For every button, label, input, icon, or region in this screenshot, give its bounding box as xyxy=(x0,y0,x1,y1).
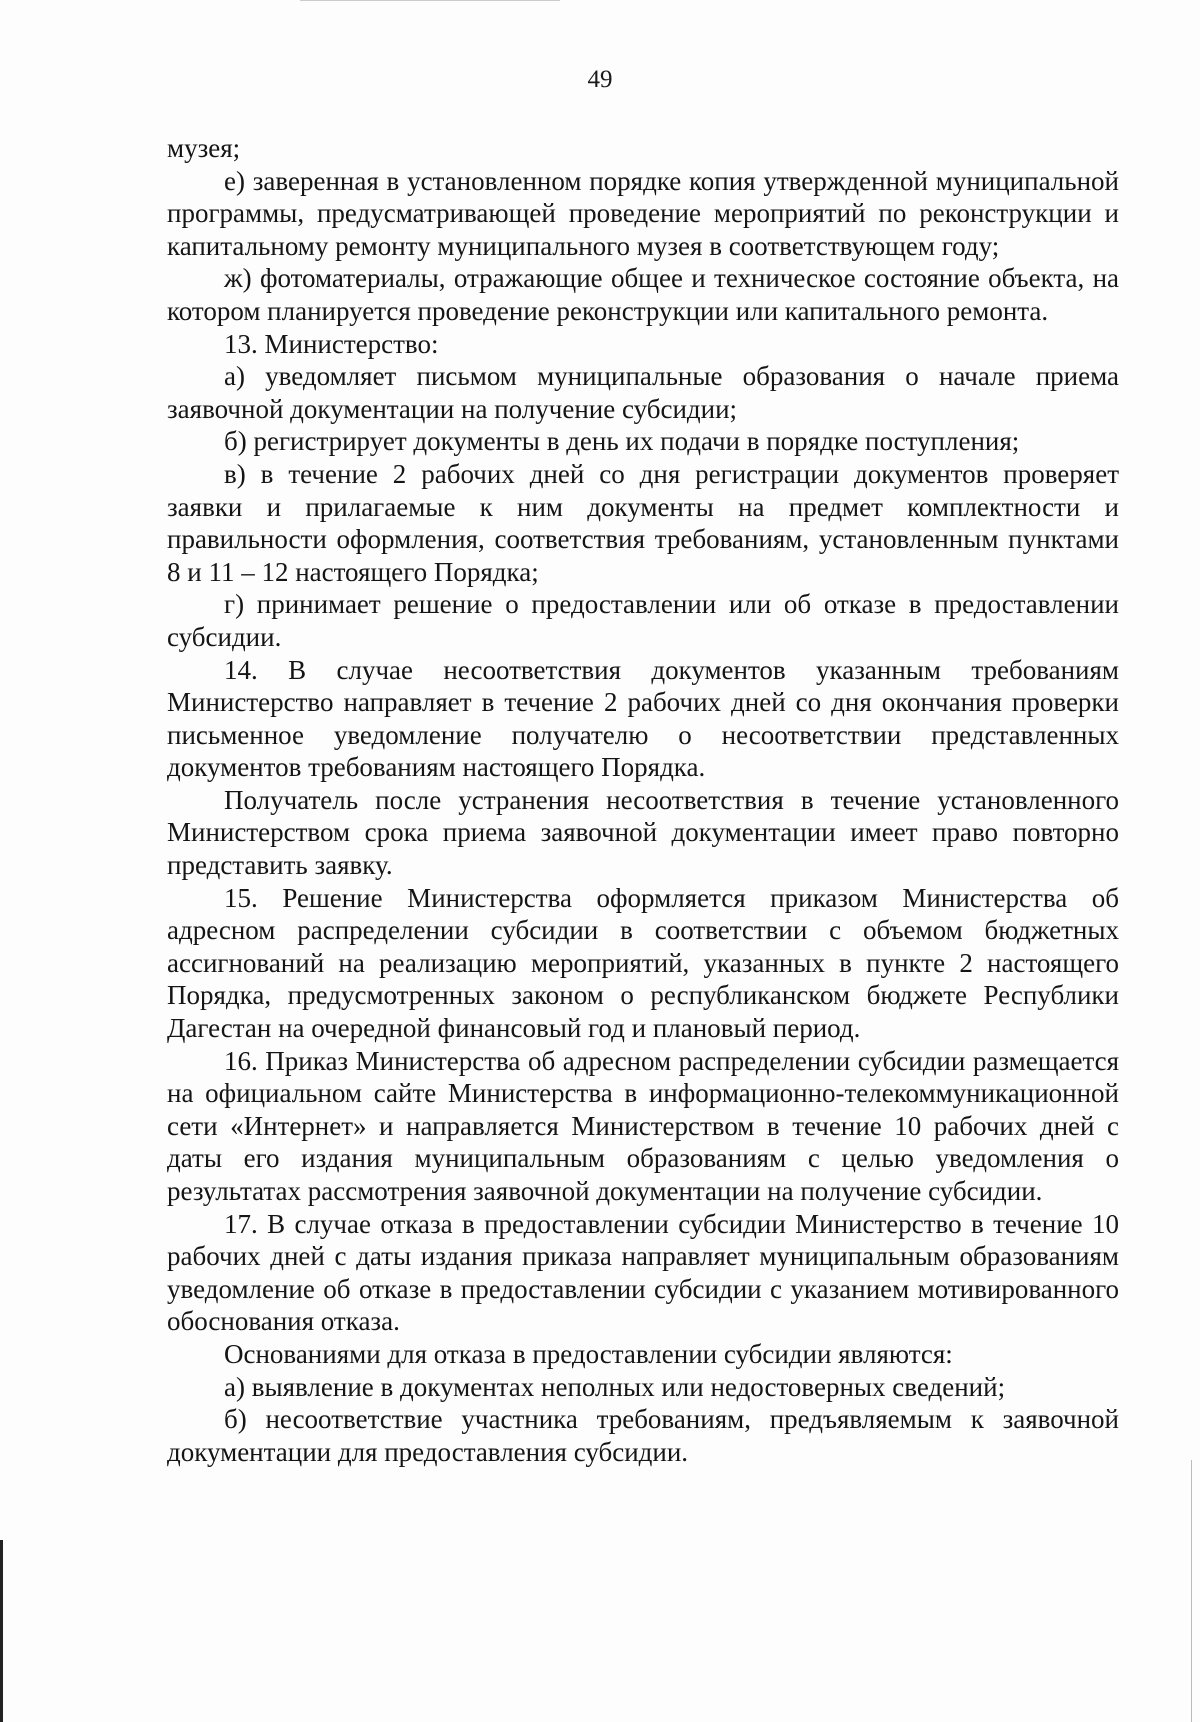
paragraph: ж) фотоматериалы, отражающие общее и техническое состояние объекта, на котором планируется проведение реконструкции или капитального ремонта. xyxy=(167,263,1119,326)
paragraph: 16. Приказ Министерства об адресном распределении субсидии размещается на официальном сайте Министерства в информационно-телекоммуникационной сети «Интернет» и направляется Министерством в течение 10 рабочих дней с даты его издания муниципальным образованиям с целью уведомления о результатах рассмотрения заявочной документации на получение субсидии. xyxy=(167,1045,1119,1206)
scan-edge-top xyxy=(300,0,560,1)
paragraph: а) уведомляет письмом муниципальные образования о начале приема заявочной документации на получение субсидии; xyxy=(167,361,1119,424)
paragraph: 15. Решение Министерства оформляется приказом Министерства об адресном распределении субсидии в соответствии с объемом бюджетных ассигнований на реализацию мероприятий, указанных в пункте 2 настоящего Порядка, предусмотренных законом о республиканском бюджете Республики Дагестан на очередной финансовый год и плановый период. xyxy=(167,882,1119,1044)
paragraph: б) регистрирует документы в день их подачи в порядке поступления; xyxy=(224,426,1020,457)
document-body xyxy=(167,132,1119,1468)
paragraph: а) выявление в документах неполных или недостоверных сведений; xyxy=(224,1371,1006,1402)
paragraph: Основаниями для отказа в предоставлении субсидии являются: xyxy=(224,1338,953,1369)
paragraph: в) в течение 2 рабочих дней со дня регистрации документов проверяет заявки и прилагаемые к ним документы на предмет комплектности и правильности оформления, соответствия требованиям, установленным пунктами 8 и 11 – 12 настоящего Порядка; xyxy=(167,458,1119,587)
page-number: 49 xyxy=(587,66,613,93)
paragraph: 14. В случае несоответствия документов указанным требованиям Министерство направляет в течение 2 рабочих дней со дня окончания проверки письменное уведомление получателю о несоответствии представленных документов требованиям настоящего Порядка. xyxy=(167,654,1119,783)
paragraph: 17. В случае отказа в предоставлении субсидии Министерство в течение 10 рабочих дней с даты издания приказа направляет муниципальным образованиям уведомление об отказе в предоставлении субсидии с указанием мотивированного обоснования отказа. xyxy=(167,1208,1119,1337)
scan-edge-right xyxy=(1191,1460,1192,1722)
paragraph: е) заверенная в установленном порядке копия утвержденной муниципальной программы, предусматривающей проведение мероприятий по реконструкции и капитальному ремонту муниципального музея в соответствующем году; xyxy=(167,165,1119,261)
paragraph: Получатель после устранения несоответствия в течение установленного Министерством срока приема заявочной документации имеет право повторно представить заявку. xyxy=(167,784,1119,881)
paragraph: б) несоответствие участника требованиям, предъявляемым к заявочной документации для предоставления субсидии. xyxy=(167,1404,1119,1467)
paragraph: 13. Министерство: xyxy=(224,328,439,359)
paragraph: музея; xyxy=(167,133,241,163)
scan-edge-left xyxy=(0,1540,3,1722)
paragraph: г) принимает решение о предоставлении или об отказе в предоставлении субсидии. xyxy=(167,589,1119,652)
